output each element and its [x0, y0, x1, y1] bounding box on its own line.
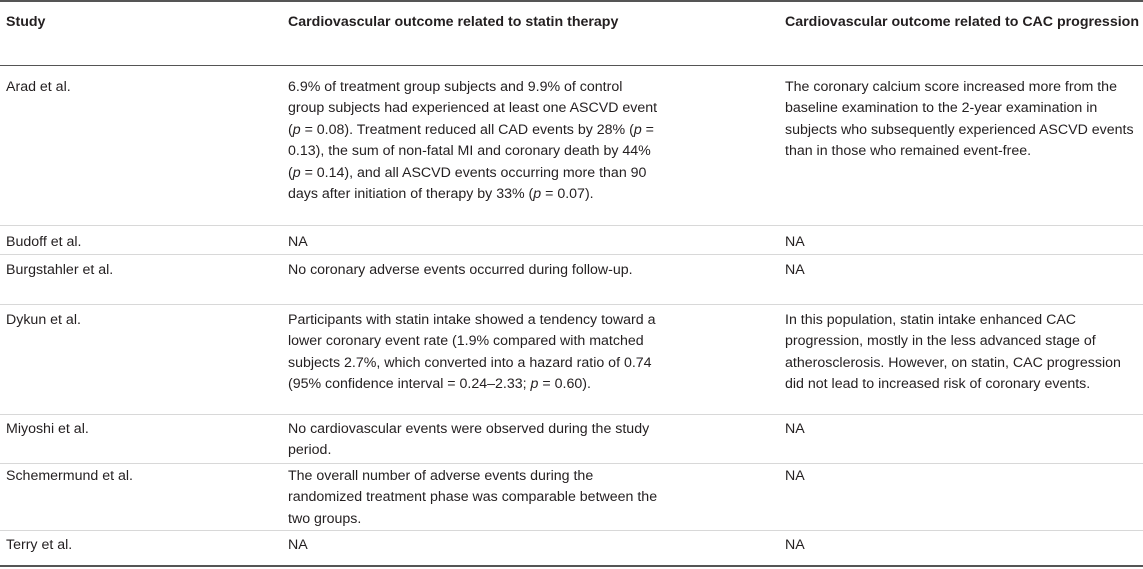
row-burgstahler-cac: NA [785, 262, 805, 278]
row-terry-study: Terry et al. [6, 537, 73, 553]
table-header-rule [0, 65, 1143, 66]
row-miyoshi-cac: NA [785, 421, 805, 437]
table-top-rule [0, 0, 1143, 2]
row-budoff-statin: NA [288, 234, 308, 250]
row-miyoshi-statin: No cardiovascular events were observed during the study period. [288, 421, 650, 459]
row-burgstahler-study: Burgstahler et al. [6, 262, 114, 278]
row-divider [0, 254, 1143, 255]
row-budoff-study: Budoff et al. [6, 234, 82, 250]
row-miyoshi-study: Miyoshi et al. [6, 421, 89, 437]
row-terry-cac: NA [785, 537, 805, 553]
row-divider [0, 463, 1143, 464]
row-divider [0, 530, 1143, 531]
row-arad-cac: The coronary calcium score increased more from the baseline examination to the 2-year examination in subjects who subsequently experienced ASCVD events than in those who remained event-free. [785, 79, 1134, 160]
row-divider [0, 304, 1143, 305]
row-terry-statin: NA [288, 537, 308, 553]
row-dykun-study: Dykun et al. [6, 312, 81, 328]
row-divider [0, 225, 1143, 226]
row-schemermund-cac: NA [785, 468, 805, 484]
row-dykun-cac: In this population, statin intake enhanced CAC progression, mostly in the less advanced stage of atherosclerosis. However, on statin, CAC progression did not lead to increased risk of coronary events. [785, 312, 1121, 393]
row-schemermund-statin: The overall number of adverse events during the randomized treatment phase was comparable between the two groups. [288, 468, 658, 527]
row-dykun-statin: Participants with statin intake showed a tendency toward a lower coronary event rate (1.9% compared with matched subjects 2.7%, which converted into a hazard ratio of 0.74 (95% confidence interval = 0.24–2.33; p = 0.60). [288, 312, 656, 393]
row-schemermund-study: Schemermund et al. [6, 468, 133, 484]
row-burgstahler-statin: No coronary adverse events occurred during follow-up. [288, 262, 633, 278]
header-statin-outcome: Cardiovascular outcome related to statin therapy [288, 14, 619, 30]
table-bottom-rule [0, 565, 1143, 567]
header-cac-outcome: Cardiovascular outcome related to CAC progression [785, 14, 1139, 30]
row-arad-statin: 6.9% of treatment group subjects and 9.9% of control group subjects had experienced at least one ASCVD event (p = 0.08). Treatment reduced all CAD events by 28% (p = 0.13), the sum of non-fatal MI and coronary death by 44% (p = 0.14), and all ASCVD events occurring more than 90 days after initiation of therapy by 33% (p = 0.07). [288, 79, 658, 203]
header-study: Study [6, 14, 46, 30]
row-divider [0, 414, 1143, 415]
row-budoff-cac: NA [785, 234, 805, 250]
row-arad-study: Arad et al. [6, 79, 71, 95]
